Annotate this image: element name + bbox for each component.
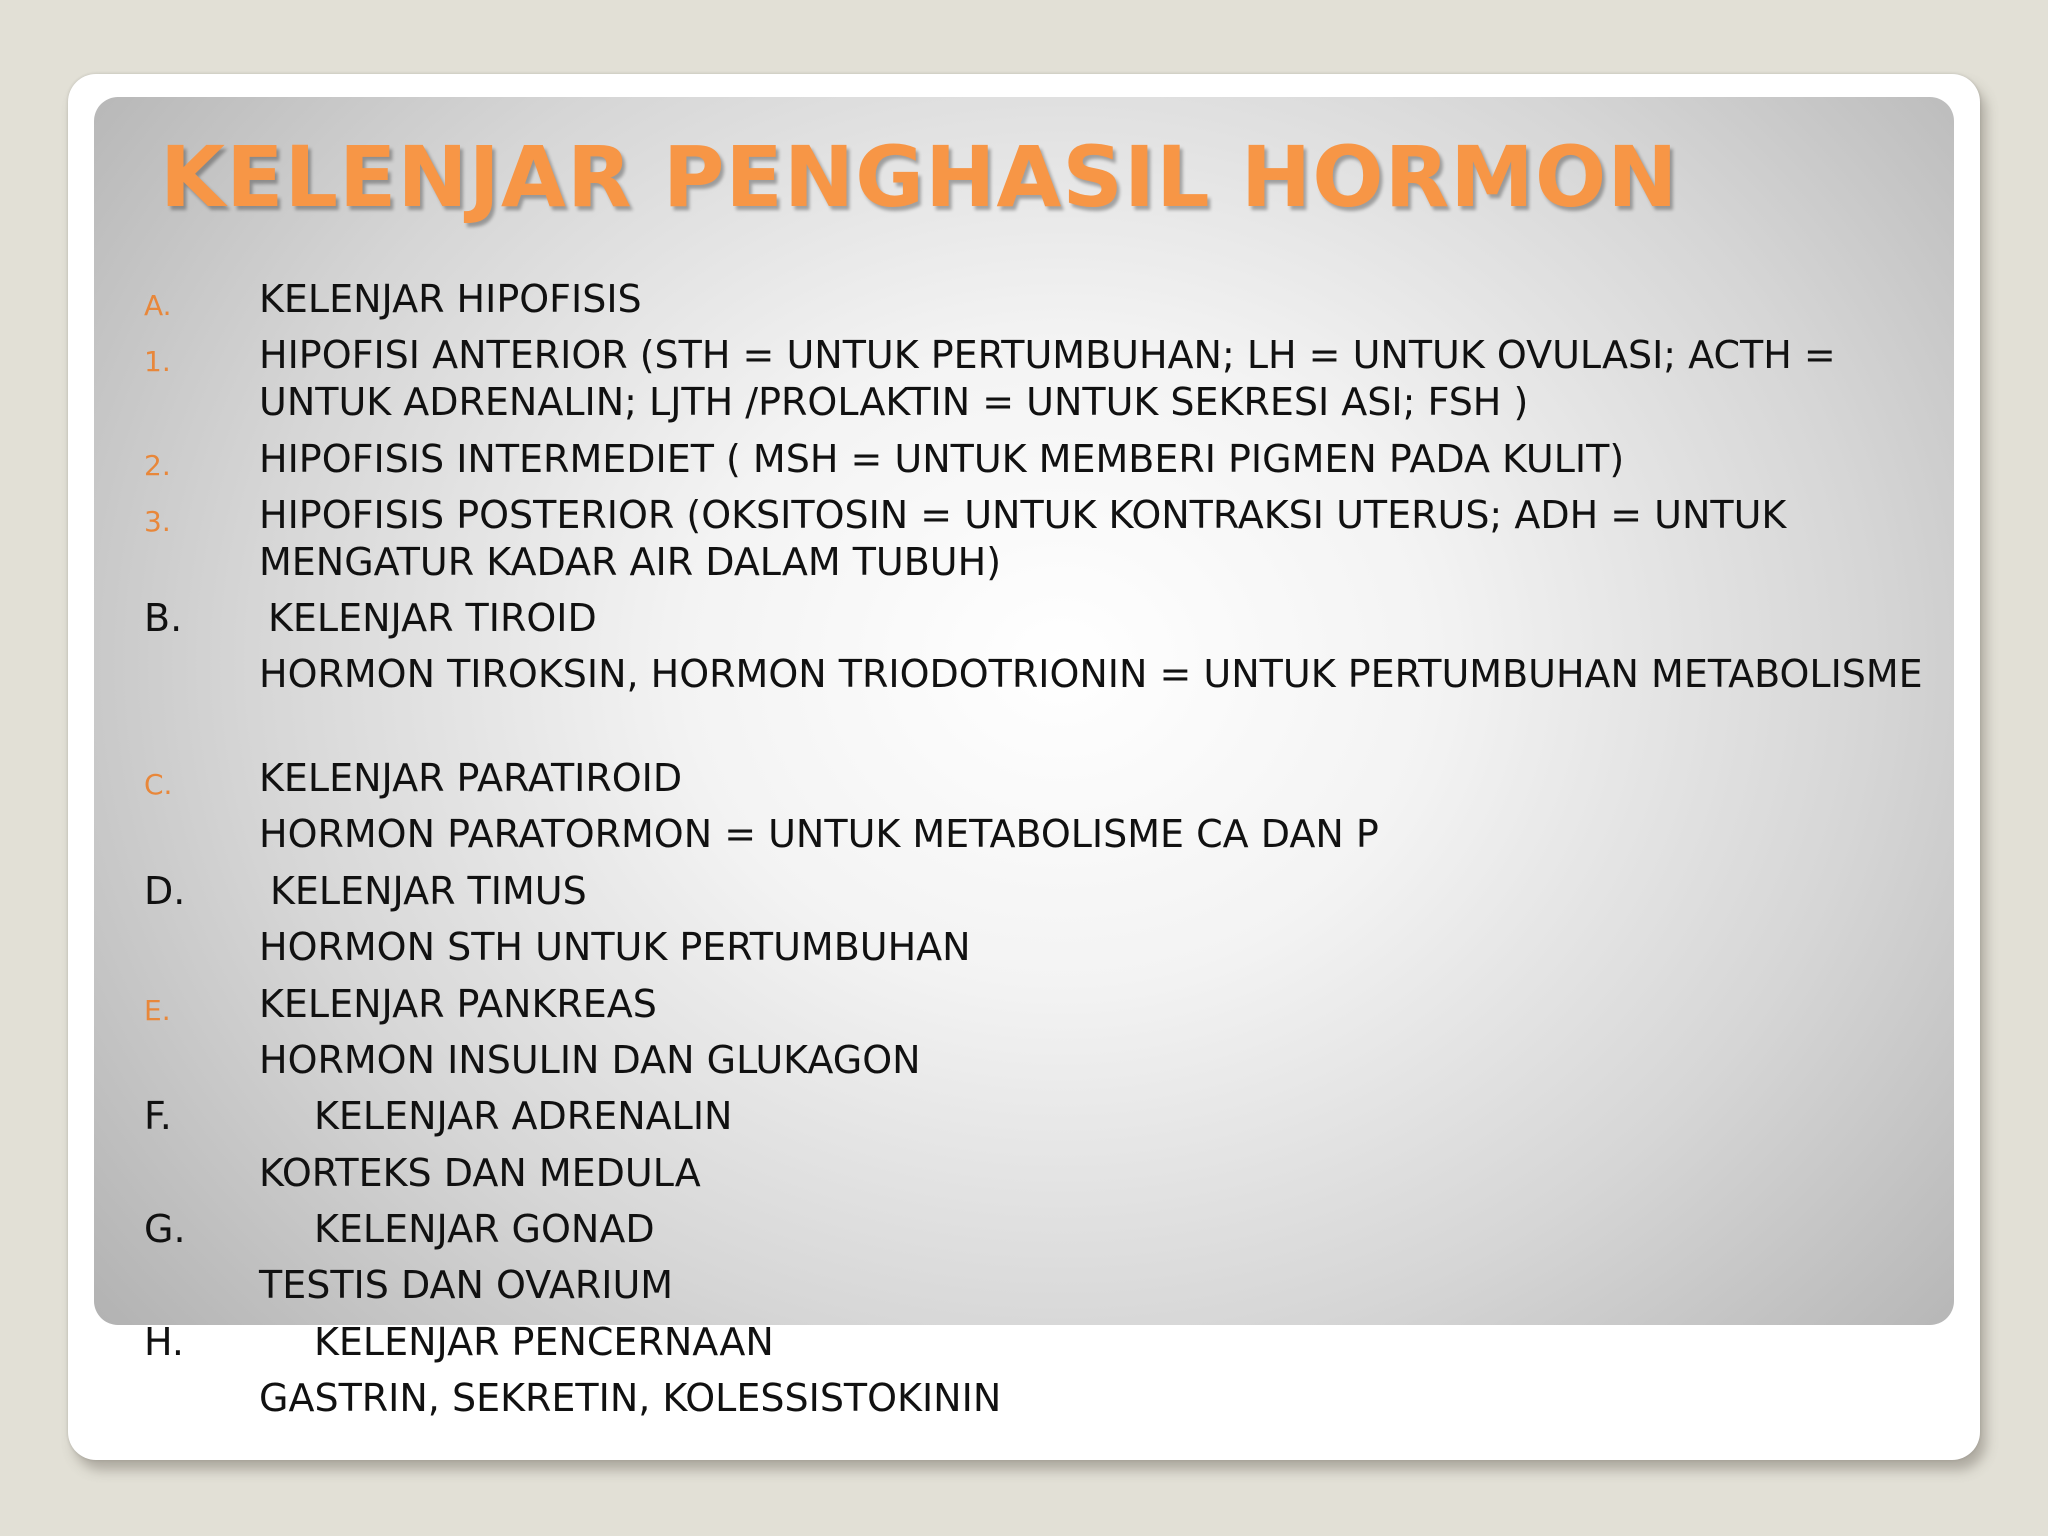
list-item-text: GASTRIN, SEKRETIN, KOLESSISTOKININ xyxy=(259,1376,1002,1420)
list-item-text: KELENJAR TIROID xyxy=(268,596,597,640)
list-marker: D. xyxy=(144,869,186,913)
list-marker: C. xyxy=(144,768,173,801)
list-marker: 3. xyxy=(144,505,171,538)
list-item-text: HORMON STH UNTUK PERTUMBUHAN xyxy=(259,925,971,969)
list-item-text: HIPOFISI ANTERIOR (STH = UNTUK PERTUMBUHAN; LH = UNTUK OVULASI; ACTH = UNTUK ADRENALIN; LJTH /PROLAKTIN = UNTUK SEKRESI ASI; FSH ) xyxy=(259,333,1848,424)
list-item-text: KELENJAR PARATIROID xyxy=(259,756,683,800)
list-item-text: KELENJAR PANKREAS xyxy=(259,982,657,1026)
list-marker: E. xyxy=(144,994,171,1027)
list-item-text: KELENJAR ADRENALIN xyxy=(314,1094,733,1138)
list-item-text: HORMON PARATORMON = UNTUK METABOLISME CA DAN P xyxy=(259,812,1379,856)
list-marker: B. xyxy=(144,596,183,640)
list-marker: H. xyxy=(144,1320,184,1364)
list-item-text: HORMON INSULIN DAN GLUKAGON xyxy=(259,1038,921,1082)
list-item-text: KELENJAR PENCERNAAN xyxy=(314,1320,774,1364)
list-item-text: KELENJAR TIMUS xyxy=(270,869,587,913)
list-item-text: TESTIS DAN OVARIUM xyxy=(259,1263,674,1307)
list-marker: G. xyxy=(144,1207,186,1251)
list-marker: 1. xyxy=(144,345,171,378)
list-item-text: HIPOFISIS INTERMEDIET ( MSH = UNTUK MEMBERI PIGMEN PADA KULIT) xyxy=(259,437,1625,481)
list-item-text: HIPOFISIS POSTERIOR (OKSITOSIN = UNTUK KONTRAKSI UTERUS; ADH = UNTUK MENGATUR KADAR AIR DALAM TUBUH) xyxy=(259,493,1799,584)
list-item-text: KELENJAR HIPOFISIS xyxy=(259,277,642,321)
list-item-text: KELENJAR GONAD xyxy=(314,1207,655,1251)
list-item-text: KORTEKS DAN MEDULA xyxy=(259,1151,701,1195)
list-marker: A. xyxy=(144,289,172,322)
slide-title: KELENJAR PENGHASIL HORMON xyxy=(160,128,1679,226)
list-item-text: HORMON TIROKSIN, HORMON TRIODOTRIONIN = UNTUK PERTUMBUHAN METABOLISME xyxy=(259,652,1923,696)
list-marker: 2. xyxy=(144,449,171,482)
list-marker: F. xyxy=(144,1094,172,1138)
